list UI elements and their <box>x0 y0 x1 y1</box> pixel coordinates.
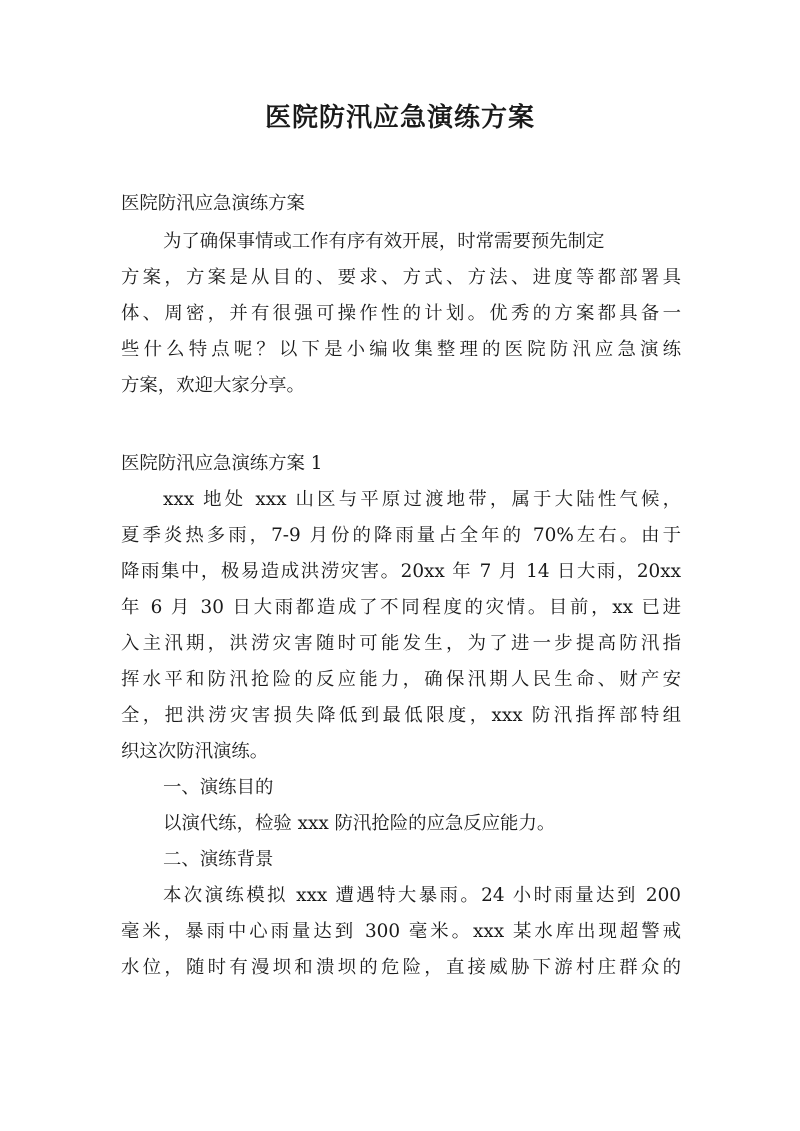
subsection-heading: 一、演练目的 <box>163 777 274 798</box>
paragraph-line: 方案，方案是从目的、要求、方式、方法、进度等都部署具 <box>121 267 681 288</box>
paragraph-line: 毫米，暴雨中心雨量达到 300 毫米。xxx 某水库出现超警戒 <box>121 921 681 942</box>
paragraph-line: 本次演练模拟 xxx 遭遇特大暴雨。24 小时雨量达到 200 <box>163 885 681 906</box>
paragraph-line: xxx 地处 xxx 山区与平原过渡地带，属于大陆性气候， <box>163 489 681 510</box>
paragraph-line: 降雨集中，极易造成洪涝灾害。20xx 年 7 月 14 日大雨，20xx <box>121 561 681 582</box>
paragraph-line: 夏季炎热多雨，7-9 月份的降雨量占全年的 70%左右。由于 <box>121 525 681 546</box>
paragraph-line: 挥水平和防汛抢险的反应能力，确保汛期人民生命、财产安 <box>121 669 681 690</box>
subsection-heading: 二、演练背景 <box>163 849 274 870</box>
paragraph-line: 年 6 月 30 日大雨都造成了不同程度的灾情。目前，xx 已进 <box>121 597 681 618</box>
paragraph-line: 为了确保事情或工作有序有效开展，时常需要预先制定 <box>163 231 605 252</box>
paragraph-line: 入主汛期，洪涝灾害随时可能发生，为了进一步提高防汛指 <box>121 633 681 654</box>
paragraph-line: 方案，欢迎大家分享。 <box>121 375 305 396</box>
section-heading: 医院防汛应急演练方案 <box>121 193 305 214</box>
section-heading: 医院防汛应急演练方案 1 <box>121 453 323 474</box>
paragraph-line: 织这次防汛演练。 <box>121 741 269 762</box>
paragraph-line: 水位，随时有漫坝和溃坝的危险，直接威胁下游村庄群众的 <box>121 957 681 978</box>
paragraph-line: 些什么特点呢？以下是小编收集整理的医院防汛应急演练 <box>121 339 681 360</box>
paragraph-line: 全，把洪涝灾害损失降低到最低限度，xxx 防汛指挥部特组 <box>121 705 681 726</box>
paragraph-line: 以演代练，检验 xxx 防汛抢险的应急反应能力。 <box>163 813 556 834</box>
document-title: 医院防汛应急演练方案 <box>264 103 535 133</box>
paragraph-line: 体、周密，并有很强可操作性的计划。优秀的方案都具备一 <box>121 303 681 324</box>
